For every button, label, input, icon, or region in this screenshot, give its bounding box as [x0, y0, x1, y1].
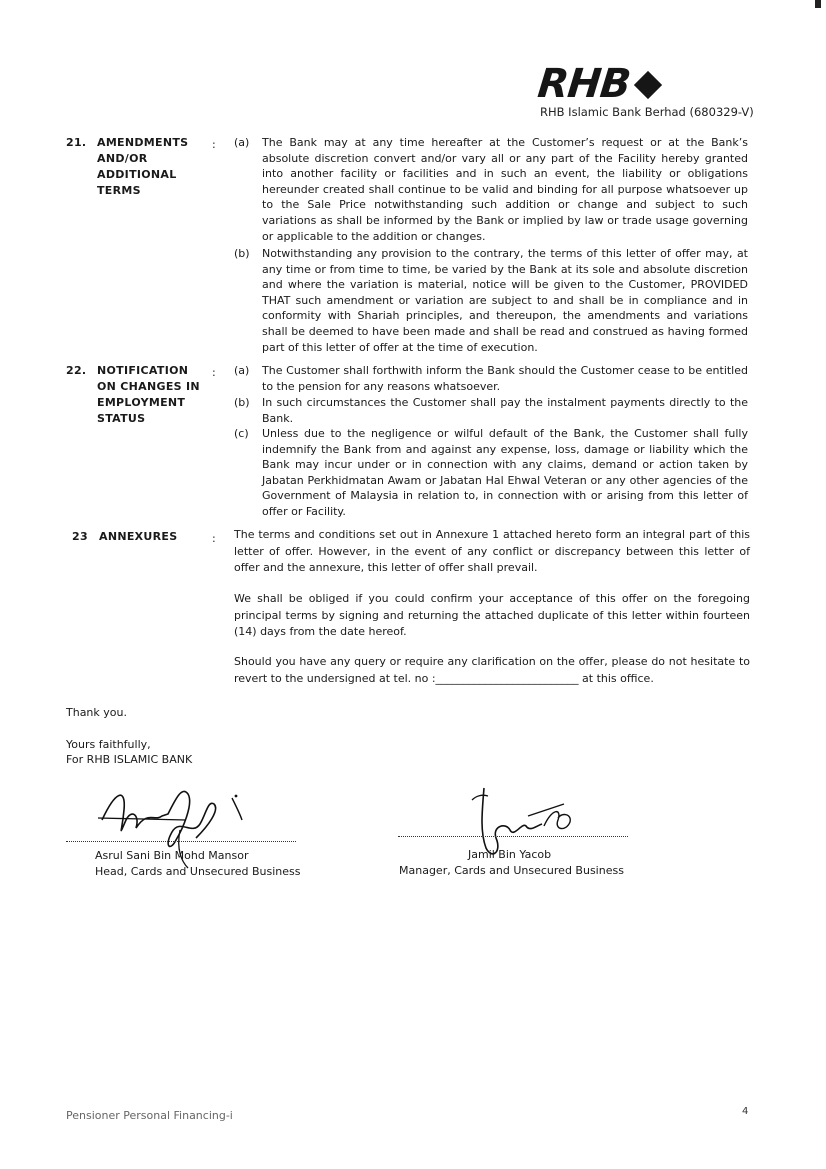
scan-edge-mark [815, 0, 821, 8]
logo-wordmark: RHB [535, 61, 633, 107]
item-text: In such circumstances the Customer shall pay the instalment payments directly to the Bank. [262, 396, 748, 425]
clause-colon: : [212, 138, 216, 151]
bank-registration: RHB Islamic Bank Berhad (680329-V) [540, 105, 754, 119]
clause-colon: : [212, 366, 216, 379]
item-text: Notwithstanding any provision to the contrary, the terms of this letter of offer may, at any time or from time to time, be varied by the Bank at its sole and absolute discretion and where the variation is material, notice will be given to the Customer, PROVIDED THAT such amendment or variation are subject to and shall be in compliance and in conformity with Shariah principles, and thereupon, the amendments and variations shall be deemed to have been made and shall be read and construed as having formed part of this letter of offer at the time of execution. [262, 247, 748, 354]
rhb-logo [535, 61, 658, 107]
clause-heading: ANNEXURES [99, 530, 178, 543]
confirm-paragraph: We shall be obliged if you could confirm your acceptance of this offer on the foregoing principal terms by signing and returning the attached duplicate of this letter within fourteen (14) days from the date hereof. [234, 592, 750, 638]
item-letter: (a) [234, 364, 250, 377]
signatory-2-title: Manager, Cards and Unsecured Business [399, 864, 624, 877]
signatory-2-name: Jamil Bin Yacob [468, 848, 552, 861]
clause-number: 22. [66, 364, 87, 377]
yours-faithfully: Yours faithfully, [66, 738, 151, 751]
clause-number: 21. [66, 136, 87, 149]
clause-heading: NOTIFICATION ON CHANGES IN EMPLOYMENT STATUS [97, 364, 200, 425]
item-letter: (b) [234, 396, 250, 409]
item-text: Unless due to the negligence or wilful default of the Bank, the Customer shall fully indemnify the Bank from and against any expense, loss, damage or liability which the Bank may incur under or in connection with any claims, demand or action taken by Jabatan Perkhidmatan Awam or Jabatan Hal Ehwal Veteran or any other agencies of the Government of Malaysia in relation to, in connection with or arising from this letter of offer or Facility. [262, 427, 748, 518]
item-text: The Customer shall forthwith inform the Bank should the Customer cease to be entitled to the pension for any reasons whatsoever. [262, 364, 748, 393]
diamond-icon [634, 71, 662, 99]
signatory-1-name: Asrul Sani Bin Mohd Mansor [95, 849, 249, 862]
footer-product: Pensioner Personal Financing-i [66, 1109, 233, 1122]
signatory-1-title: Head, Cards and Unsecured Business [95, 865, 301, 878]
query-paragraph: Should you have any query or require any clarification on the offer, please do not hesitate to revert to the undersigned at tel. no :__________________________ at this office. [234, 655, 750, 685]
item-letter: (b) [234, 247, 250, 260]
thank-you: Thank you. [66, 706, 127, 719]
item-text: The Bank may at any time hereafter at the Customer’s request or at the Bank’s absolute discretion convert and/or vary all or any part of the Facility hereby granted into another facility or facilities and in such an event, the liability or obligations hereunder created shall continue to be valid and binding for all purpose whatsoever up to the Sale Price notwithstanding such addition or change and subject to such variations as shall be informed by the Bank or implied by law or trade usage governing or applicable to the addition or changes. [262, 136, 748, 243]
page-number: 4 [742, 1106, 749, 1117]
for-bank: For RHB ISLAMIC BANK [66, 753, 193, 766]
signature-line-1 [66, 841, 296, 842]
item-letter: (c) [234, 427, 249, 440]
item-letter: (a) [234, 136, 250, 149]
clause-colon: : [212, 532, 216, 545]
annexure-text: The terms and conditions set out in Annexure 1 attached hereto form an integral part of this letter of offer. However, in the event of any conflict or discrepancy between this letter of offer and the annexure, this letter of offer shall prevail. [234, 528, 750, 574]
clause-heading: AMENDMENTS AND/OR ADDITIONAL TERMS [97, 136, 189, 197]
signature-line-2 [398, 836, 628, 837]
clause-number: 23 [72, 530, 88, 543]
